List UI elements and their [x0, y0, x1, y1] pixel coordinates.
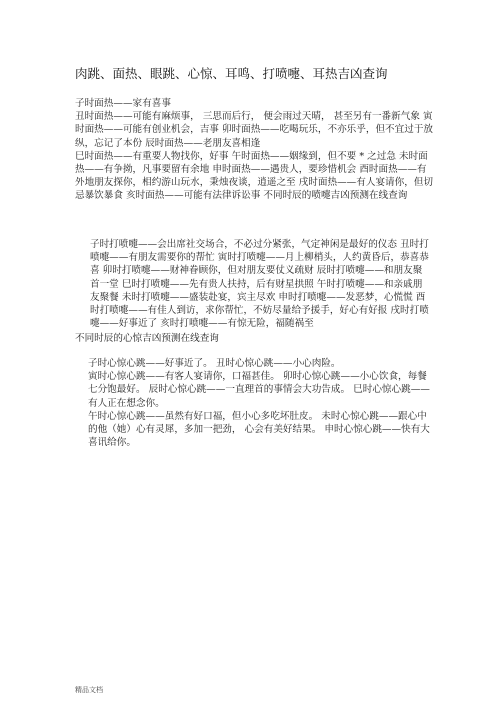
paragraph: 午时心惊心跳——虽然有好口福，但小心多吃坏肚皮。 未时心惊心跳——跟心中的他（她）心有灵犀，多加一把劲， 心会有美好结果。 申时心惊心跳——快有大喜讯给你。 — [88, 410, 430, 449]
document-title: 肉跳、面热、眼跳、心惊、耳鸣、打喷嚏、耳热吉凶查询 — [75, 66, 388, 81]
section-heading: 不同时辰的心惊吉凶预测在线查询 — [75, 333, 219, 344]
paragraph: 寅时心惊心跳——有客人宴请你，口福甚佳。 卯时心惊心跳——小心饮食，每餐七分饱最好。 辰时心惊心跳——一直理首的事情会大功告成。 巳时心惊心跳——有人正在想念你。 — [88, 371, 430, 409]
paragraph: 子时打喷嚏——会出席社交场合，不必过分紧张，气定神闲是最好的仪态 丑时打喷嚏——有朋友需要你的帮忙 寅时打喷嚏——月上柳梢头，人约黄昏后，恭喜恭喜 卯时打喷嚏——财神眷顾你，但对朋友要仗义疏财 辰时打喷嚏——和朋友聚首一堂 巳时打喷嚏——先有贵人扶持，后有财星拱照 午时打喷嚏——和亲戚朋友聚餐 未时打喷嚏——盛装赴宴，宾主尽欢 申时打喷嚏——发恶梦，心慌慌 酉时打喷嚏——有佳人到访，求你帮忙，不妨尽量给予援手，好心有好报 戌时打喷嚏——好事近了 亥时打喷嚏——有惊无险，福随祸至 — [90, 239, 429, 330]
paragraph: 子时面热——家有喜事 — [75, 98, 171, 109]
paragraph: 丑时面热——可能有麻烦事， 三思而后行， 便会雨过天晴， 甚至另有一番新气象 寅时面热——可能有创业机会，吉事 卯时面热——吃喝玩乐，不亦乐乎，但不宜过于放纵，忘记了本份 辰时面热——老朋友喜相逢 — [75, 111, 434, 149]
face-heat-section — [75, 97, 435, 203]
sneeze-section — [90, 238, 430, 330]
paragraph: 巳时面热——有重要人物找你，好事 午时面热——姻缘到，但不要 * 之过急 未时面热——有争拗，凡事要留有余地 申时面热——遇贵人，要珍惜机会 酉时面热——有外地朋友探你，相约游山玩水，秉烛夜谈，逍遥之至 戌时面热——有人宴请你，但切忌暴饮暴食 亥时面热——可能有法律诉讼事 不同时辰的喷嚏吉凶预测在线查询 — [75, 150, 434, 202]
page-footer: 精品文档 — [75, 686, 103, 694]
heart-startle-heading-section — [75, 332, 435, 345]
heart-startle-section — [88, 357, 433, 449]
paragraph: 子时心惊心跳——好事近了。 丑时心惊心跳——小心肉险。 — [88, 358, 341, 369]
